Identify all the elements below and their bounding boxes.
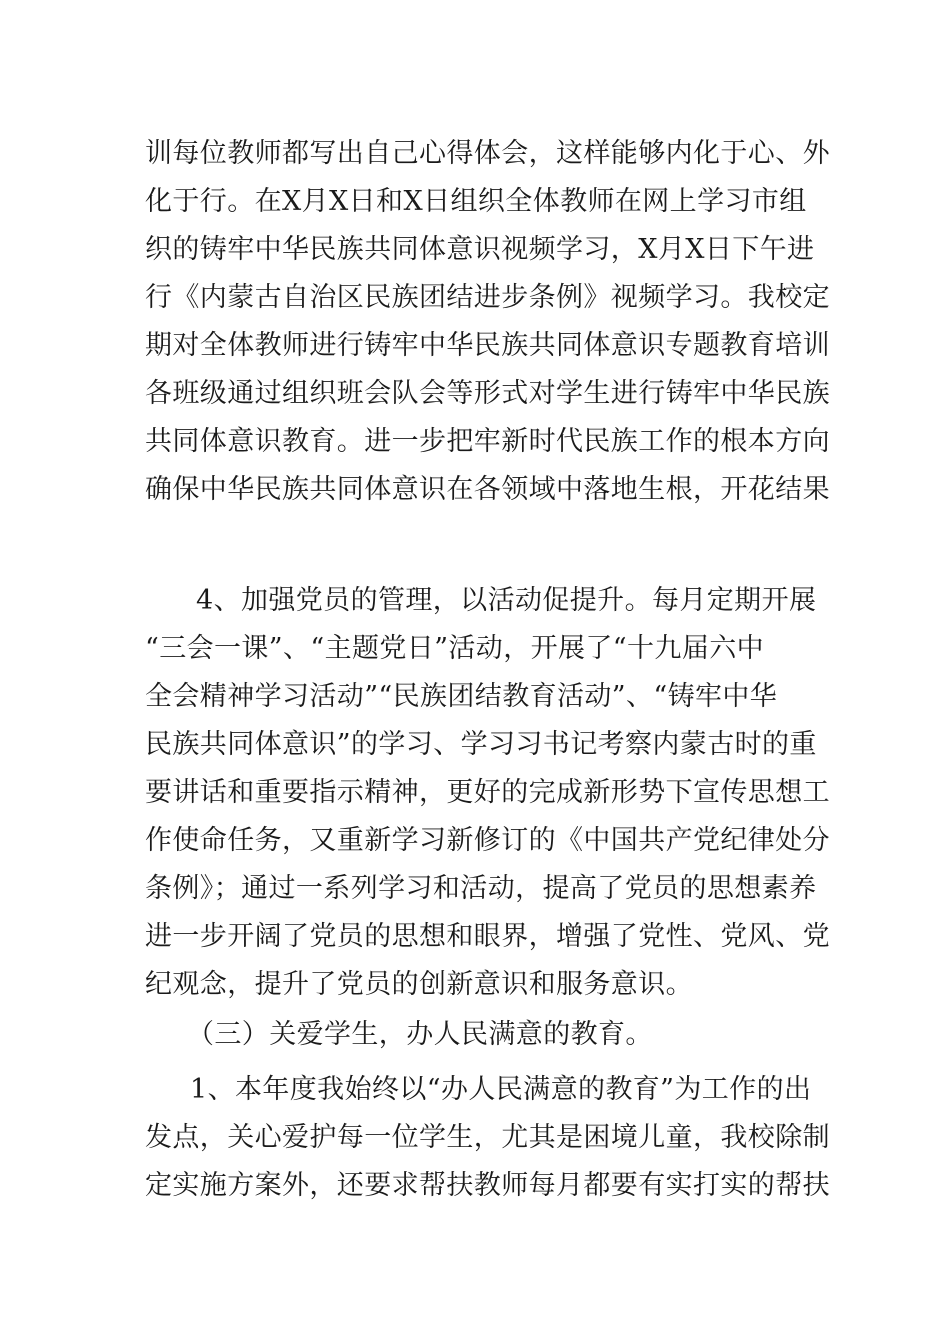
paragraph-line: 各班级通过组织班会队会等形式对学生进行铸牢中华民族 [145,378,830,409]
paragraph-line: 民族共同体意识”的学习、学习习书记考察内蒙古时的重 [145,729,817,760]
paragraph-line: 定实施方案外，还要求帮扶教师每月都要有实打实的帮扶 [145,1170,830,1201]
paragraph-line: 期对全体教师进行铸牢中华民族共同体意识专题教育培训 [145,330,830,361]
paragraph-line: 行《内蒙古自治区民族团结进步条例》视频学习。我校定 [145,282,830,313]
paragraph-line: 化于行。在X月X日和X日组织全体教师在网上学习市组 [145,186,807,217]
paragraph-line: 进一步开阔了党员的思想和眼界，增强了党性、党风、党 [145,921,830,952]
paragraph-line: 4、加强党员的管理，以活动促提升。每月定期开展 [196,585,817,616]
paragraph-line: 共同体意识教育。进一步把牢新时代民族工作的根本方向 [145,426,830,457]
paragraph-line: 确保中华民族共同体意识在各领域中落地生根，开花结果 [145,474,830,505]
paragraph-line: 要讲话和重要指示精神，更好的完成新形势下宣传思想工 [145,777,830,808]
paragraph-line: “三会一课”、“主题党日”活动，开展了“十九届六中 [145,633,765,664]
paragraph-line: 全会精神学习活动”“民族团结教育活动”、“铸牢中华 [145,681,778,712]
paragraph-line: 1、本年度我始终以“办人民满意的教育”为工作的出 [190,1074,812,1105]
paragraph-line: 条例》；通过一系列学习和活动，提高了党员的思想素养 [145,873,817,904]
paragraph-line: 发点，关心爱护每一位学生，尤其是困境儿童，我校除制 [145,1122,830,1153]
section-heading: （三）关爱学生，办人民满意的教育。 [187,1019,653,1050]
paragraph-line: 训每位教师都写出自己心得体会，这样能够内化于心、外 [145,138,830,169]
paragraph-line: 作使命任务，又重新学习新修订的《中国共产党纪律处分 [145,825,830,856]
paragraph-line: 纪观念，提升了党员的创新意识和服务意识。 [145,969,693,1000]
paragraph-line: 织的铸牢中华民族共同体意识视频学习，X月X日下午进 [145,234,815,265]
